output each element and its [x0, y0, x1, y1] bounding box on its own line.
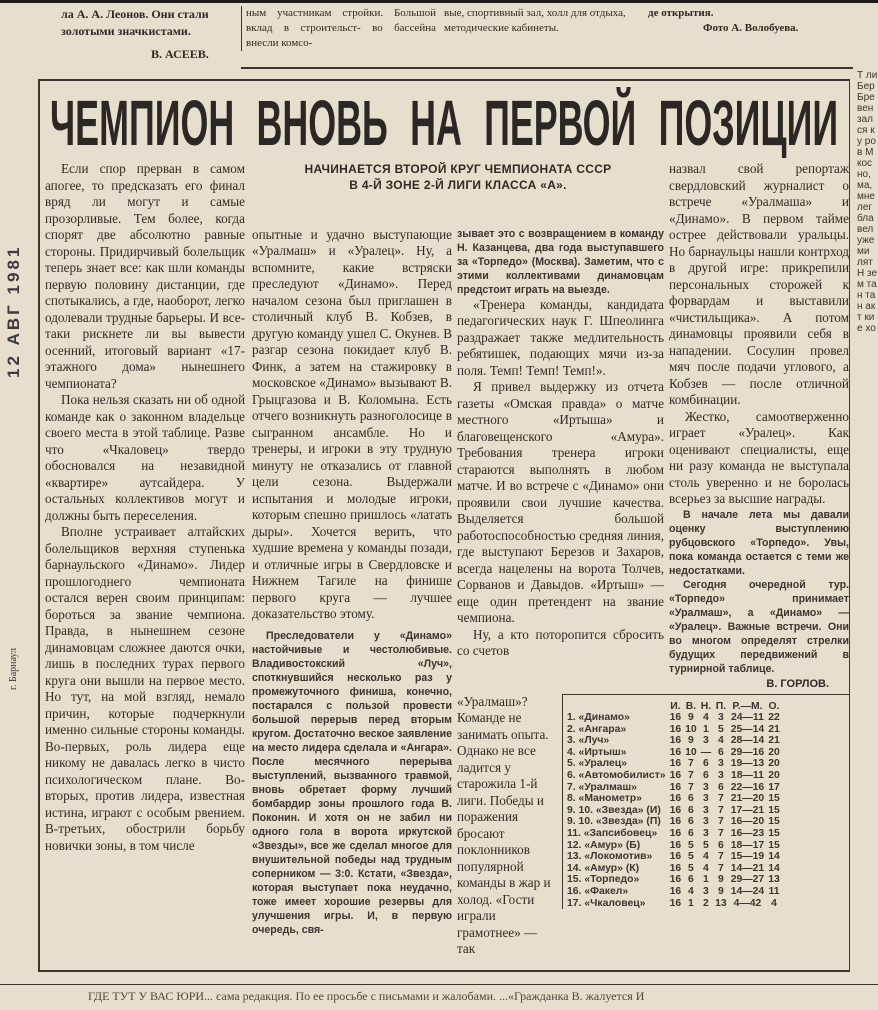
stat-cell: 18—11: [730, 770, 764, 782]
stat-cell: 16—20: [730, 816, 765, 828]
stat-cell: 4: [771, 897, 777, 909]
stat-cell: 3: [718, 758, 724, 770]
subheading-line: В 4-Й ЗОНЕ 2-Й ЛИГИ КЛАССА «А».: [349, 178, 567, 192]
column-4: [669, 161, 849, 690]
table-row: [565, 840, 782, 852]
team-name: 12. «Амур» (Б): [567, 839, 641, 851]
stat-cell: 10: [685, 723, 697, 735]
stat-cell: 5: [688, 851, 694, 863]
stat-cell: 7: [718, 816, 724, 828]
column-header: Н.: [700, 700, 712, 712]
stat-cell: 3: [703, 886, 709, 897]
stat-cell: 20: [768, 746, 780, 758]
headline-wrap: [40, 81, 849, 157]
paragraph: Жестко, самоотверженно играет «Уралец». Как оценивают специалисты, еще ни разу команда не выступала столь уверенно и не боролась всерьез за высшие награды.: [669, 408, 849, 506]
divider: [241, 67, 853, 69]
paragraph: В начале лета мы давали оценку выступлению рубцовского «Торпедо». Увы, пока команда остается с теми же недостатками.: [669, 508, 849, 577]
stat-cell: 21: [768, 723, 780, 735]
paragraph: Я привел выдержку из отчета газеты «Омская правда» о матче местного «Иртыша» и благовещенского «Амура». Требования тренера игроки стараются выполнять в любом матче. И во встрече с «Динамо» они проявили свои лучшие качества. Выделяется большой работоспособностью средняя линия, где выступают Березов и Захаров, всегда нацелены на ворота Толчев, Сорванов и Давыдов. «Иртыш» — еще один претендент на звание чемпиона.: [457, 379, 664, 626]
team-name: 3. «Луч»: [567, 735, 610, 747]
team-name: 11. «Запсибовец»: [567, 828, 658, 840]
stat-cell: 1: [703, 874, 709, 886]
text-line: золотыми значкистами.: [61, 24, 191, 38]
table-row: [565, 758, 782, 770]
stat-cell: 3: [703, 828, 709, 840]
stat-cell: 28—14: [730, 735, 765, 747]
stat-cell: 4: [703, 851, 709, 863]
paragraph: Если спор прерван в самом апогее, то предсказать его финал вряд ли могут и самые прозорливые. Тем более, когда спорят две абсолютно равные стороны. Придирчивый болельщик теперь знает все: как шли команды первую половину дистанции, где спотыкались, а где, наоборот, легко одолевали трудные барьеры. И все-таки рискнете ли вы вывести осенний, итоговый вариант «17-этажного дома» нынешнего чемпионата?: [45, 161, 245, 391]
team-name: 1. «Динамо»: [567, 712, 630, 724]
stat-cell: 16: [669, 816, 682, 828]
paragraph: зывает это с возвращением в команду Н. Казанцева, два года выступавшего за «Торпедо» (Москва). Заметим, что с этими коллективами динамовцам предстоит играть на выезде.: [457, 227, 664, 296]
stat-cell: 20: [768, 770, 780, 782]
stat-cell: 7: [718, 828, 724, 840]
stat-cell: 16: [669, 851, 682, 863]
stat-cell: 15—19: [730, 851, 765, 863]
stat-cell: 1: [688, 897, 694, 909]
stat-cell: 15: [768, 828, 780, 840]
stat-cell: 6: [688, 874, 694, 886]
stat-cell: 5: [718, 723, 724, 735]
column-3-bold: [457, 227, 664, 297]
stat-cell: 3: [718, 712, 724, 724]
subheading: [252, 161, 664, 193]
team-name: 9. 10. «Звезда» (П): [567, 816, 661, 828]
photo-credit: Фото А. Волобуева.: [703, 22, 799, 34]
stat-cell: 2: [703, 897, 709, 909]
stat-cell: 16: [669, 770, 682, 782]
table-row: [565, 816, 782, 828]
stat-cell: 5: [688, 862, 694, 874]
column-header: В.: [685, 700, 697, 712]
stat-cell: 6: [718, 781, 724, 793]
stat-cell: 3: [703, 793, 709, 805]
paragraph: Преследователи у «Динамо» настойчивые и честолюбивые. Владивостокский «Луч», споткнувшийся несколько раз у промежуточного финиша, конечно, постарался с пользой провести большой перерыв перед вторым кругом. Достаточно веское заявление на место лидера сделала и «Ангара». После месячного перерыва выступлений, вызванного травмой, вновь обретает форму лучший бомбардир зоны прошлого года В. Поконин. И хотя он не забил ни одного гола в ворота иркутской «Звезды», все же сделал многое для внушительной победы над трудным соперником — 3:0. Кстати, «Звезда», которая выступает пока неудачно, тоже имеет хорошие резервы для улучшения игры. И, в первую очередь, свя-: [252, 629, 452, 936]
paragraph: Ну, а кто поторопится сбросить со счетов: [457, 626, 664, 659]
stat-cell: 4: [688, 886, 694, 897]
article-body: [40, 157, 849, 970]
stat-cell: 16: [669, 781, 682, 793]
stat-cell: 3: [703, 781, 709, 793]
stat-cell: 29—16: [730, 746, 765, 758]
stat-cell: 5: [688, 839, 694, 851]
article-frame: [38, 79, 850, 972]
column-header: [565, 701, 668, 713]
column-4-text: [669, 161, 849, 508]
stat-cell: 6: [718, 746, 724, 758]
author-signature: В. ГОРЛОВ.: [766, 677, 829, 690]
stat-cell: 6: [688, 793, 694, 805]
stat-cell: 7: [718, 851, 724, 863]
table-row: [565, 898, 782, 910]
stat-cell: 19—13: [730, 758, 765, 770]
city-stamp: г. Барнаул: [8, 648, 19, 690]
article-grid: [252, 161, 849, 962]
stat-cell: 9: [688, 735, 694, 747]
column-3-narrow: [457, 694, 557, 958]
paragraph: Вполне устраивает алтайских болельщиков верхняя ступенька барнаульского «Динамо». Лидер прошлогоднего чемпионата остался верен своим принципам: бороться за звание чемпиона. Правда, в нынешнем сезоне динамовцам сложнее даются очки, лишь в последних турах первого круга они вышли на первое место. Но тут, на мой взгляд, немало причин, которые подчеркнули именно сильные стороны команды. Во-первых, роль лидера еще никому не давалась легко в чисто психологическом плане. Во-вторых, против лидера, известная истина, играют с особым рвением. В-третьих, обострили борьбу новички зоны, в том числе: [45, 524, 245, 853]
paragraph: «Уралмаш»? Команде не занимать опыта. Однако не все ладится у старожила 1-й лиги. Победы и поражения бросают поклонников популярной команды в жар и холод. «Гости играли грамотнее» — так: [457, 693, 551, 956]
table-row: [565, 886, 782, 898]
stat-cell: 1: [703, 723, 709, 735]
column-2: [252, 227, 452, 937]
paragraph: «Тренера команды, кандидата педагогических наук Г. Шпеолинга раздражает также медлительность ребятишек, подающих мячи из-за поля. Темп! Темп! Темп!».: [457, 296, 664, 378]
stat-cell: 16—23: [730, 828, 765, 840]
top-right-block: [644, 6, 832, 36]
paragraph: опытные и удачно выступающие «Уралмаш» и «Уралец». Ну, а вспомните, какие встряски преследуют «Динамо». Перед началом сезона был приглашен в столичный клуб В. Кобзев, в другую команду ушел С. Окунев. В разгар сезона покидает клуб В. Финк, а затем на стажировку в московское «Динамо» вызывают В. Грыцгазова и В. Коломына. Есть отчего возникнуть разноголосице в сыгранном ансамбле. Но и тренеры, и игроки в эту трудную минуту не отказались от главной цели сезона. Выдержали испытания и молодые игроки, которым спешно пришлось «латать дыры». Хочется верить, что худшие времена у команды позади, и отличные игры в Свердловске и Нижнем Тагиле на финише первого круга — лучшее доказательство этому.: [252, 226, 452, 622]
stat-cell: 16: [669, 828, 682, 840]
stat-cell: 16: [669, 723, 682, 735]
column-header: П.: [715, 700, 727, 712]
stat-cell: 16: [669, 874, 682, 886]
column-3: [457, 227, 664, 660]
team-name: 8. «Манометр»: [567, 793, 642, 805]
stat-cell: 3: [718, 770, 724, 782]
stat-cell: 7: [688, 781, 694, 793]
table-row: [565, 828, 782, 840]
stat-cell: 25—14: [730, 723, 765, 735]
stat-cell: 13: [768, 874, 780, 886]
table-row: [565, 770, 782, 782]
stat-cell: 16: [669, 746, 682, 758]
table-row: [565, 724, 782, 736]
subheading-line: НАЧИНАЕТСЯ ВТОРОЙ КРУГ ЧЕМПИОНАТА СССР: [304, 162, 612, 176]
table-header-row: [565, 701, 782, 713]
stat-cell: 14: [768, 862, 780, 874]
headline: ЧЕМПИОН ВНОВЬ НА ПЕРВОЙ ПОЗИЦИИ: [50, 87, 839, 159]
paragraph: Пока нельзя сказать ни об одной команде как о законном владельце своего места в этой таблице. Разве что «Чкаловец» твердо обосновался на незавидной «квартире» аутсайдера. У остальных коллективов могут и должны быть переселения.: [45, 392, 245, 523]
stat-cell: 24—11: [730, 712, 764, 724]
stat-cell: 16: [669, 839, 682, 851]
stat-cell: 16: [669, 862, 682, 874]
stat-cell: 16: [669, 804, 682, 816]
stat-cell: 16: [669, 758, 682, 770]
stat-cell: 4: [703, 862, 709, 874]
stat-cell: 22: [768, 712, 780, 724]
team-name: 9. 10. «Звезда» (И): [567, 804, 661, 816]
column-1: [45, 161, 245, 854]
table-row: [565, 863, 782, 875]
team-name: 7. «Уралмаш»: [567, 781, 637, 793]
stat-cell: 14—24: [730, 886, 765, 897]
stat-cell: 22—16: [730, 781, 765, 793]
adjacent-article-fragment: Т ли Бер Бре вен зал ся ку ров М кос но, ма, мне лег бла вел уже ми лят Н зем тан тан акт кие хо: [857, 70, 878, 334]
top-strip: [0, 3, 878, 63]
paragraph: назвал свой репортаж свердловский журналист о встрече «Уралмаша» и «Динамо». В первом тайме острее действовали уральцы. Но барнаульцы нашли контрход в другой игре: прикрепили персональных сторожей к форвардам и выставили «чистильщика». А потом динамовцы проявили себя в нападении. Сосулин провел мяч после подачи углового, а Кобзев — после отличной комбинации.: [669, 161, 849, 407]
stat-cell: 11: [768, 886, 780, 897]
stat-cell: 7: [718, 862, 724, 874]
stat-cell: 15: [768, 816, 780, 828]
team-name: 17. «Чкаловец»: [567, 897, 646, 909]
stat-cell: 7: [718, 793, 724, 805]
top-right-text: де открытия.: [648, 7, 714, 19]
table-row: [565, 747, 782, 759]
table-row: [565, 793, 782, 805]
stat-cell: 6: [688, 804, 694, 816]
stat-cell: 14—21: [730, 862, 765, 874]
top-mid-text-2: вые, спортивный зал, холл для отдыха, методические кабинеты.: [444, 7, 626, 34]
stat-cell: 15: [768, 793, 780, 805]
paragraph: Сегодня очередной тур. «Торпедо» принимает «Уралмаш», а «Динамо» — «Уралец». Важные встречи. Они во многом определят стрелки будущих передвижений в турнирной таблице.: [669, 578, 849, 675]
date-stamp: 12 АВГ 1981: [4, 244, 23, 378]
stat-cell: 6: [688, 816, 694, 828]
stat-cell: 7: [718, 804, 724, 816]
stat-cell: 4: [703, 712, 709, 724]
stat-cell: 16: [669, 793, 682, 805]
table-row: [565, 851, 782, 863]
standings-table: [562, 694, 849, 910]
stat-cell: 13: [715, 897, 727, 909]
table-row: [565, 805, 782, 817]
stat-cell: 21: [768, 735, 780, 747]
stat-cell: 6: [688, 828, 694, 840]
column-2-bold: [252, 629, 452, 937]
stat-cell: 18—17: [730, 839, 765, 851]
top-left-article: [57, 6, 241, 63]
table-row: [565, 735, 782, 747]
stat-cell: 7: [688, 758, 694, 770]
stat-cell: 29—27: [730, 874, 765, 886]
text-line: ла А. А. Леонов. Они стали: [61, 7, 209, 21]
stat-cell: 6: [703, 770, 709, 782]
stat-cell: 7: [688, 770, 694, 782]
team-name: 14. «Амур» (К): [567, 862, 640, 874]
stat-cell: 3: [703, 804, 709, 816]
top-mid-text: ным участникам стройки. Большой вклад в строительст- во бассейна внесли комсо-: [241, 6, 440, 51]
stat-cell: 16: [669, 735, 682, 747]
team-name: 13. «Локомотив»: [567, 851, 653, 863]
table-row: [565, 874, 782, 886]
stat-cell: 15: [768, 804, 780, 816]
column-4-bold: [669, 508, 849, 676]
stat-cell: 16: [669, 886, 682, 897]
column-header: И.: [670, 700, 681, 712]
byline: В. АСЕЕВ.: [151, 47, 209, 61]
column-3-text: [457, 297, 664, 660]
stat-cell: 10: [685, 746, 697, 758]
column-header: Р.—М.: [732, 700, 763, 712]
column-2-text: [252, 227, 452, 623]
team-name: 15. «Торпедо»: [567, 874, 640, 886]
stat-cell: 3: [703, 735, 709, 747]
stat-cell: 21—20: [730, 793, 765, 805]
stat-cell: 17—21: [730, 804, 765, 816]
stat-cell: 6: [718, 839, 724, 851]
stat-cell: 14: [768, 851, 780, 863]
stat-cell: 16: [669, 712, 682, 724]
stat-cell: 3: [703, 816, 709, 828]
column-header: О.: [768, 700, 780, 712]
table-row: [565, 712, 782, 724]
stat-cell: 15: [768, 839, 780, 851]
stat-cell: 9: [688, 712, 694, 724]
stat-cell: 16: [669, 897, 682, 909]
stat-cell: 4—42: [733, 897, 762, 909]
team-name: 5. «Уралец»: [567, 758, 627, 770]
stat-cell: 4: [718, 735, 724, 747]
team-name: 2. «Ангара»: [567, 723, 627, 735]
table-row: [565, 782, 782, 794]
stat-cell: 5: [703, 839, 709, 851]
stat-cell: 6: [703, 758, 709, 770]
stat-cell: —: [700, 746, 712, 758]
bottom-article-fragment: ГДЕ ТУТ У ВАС ЮРИ... сама редакция. По ее просьбе с письмами и жалобами. ...«Гражданка В. жалуется И: [88, 989, 645, 1003]
stat-cell: 9: [718, 886, 724, 897]
stat-cell: 17: [768, 781, 780, 793]
team-name: 6. «Автомобилист»: [567, 770, 666, 782]
team-name: 4. «Иртыш»: [567, 746, 627, 758]
stat-cell: 9: [718, 874, 724, 886]
team-name: 16. «Факел»: [567, 886, 629, 897]
stat-cell: 20: [768, 758, 780, 770]
